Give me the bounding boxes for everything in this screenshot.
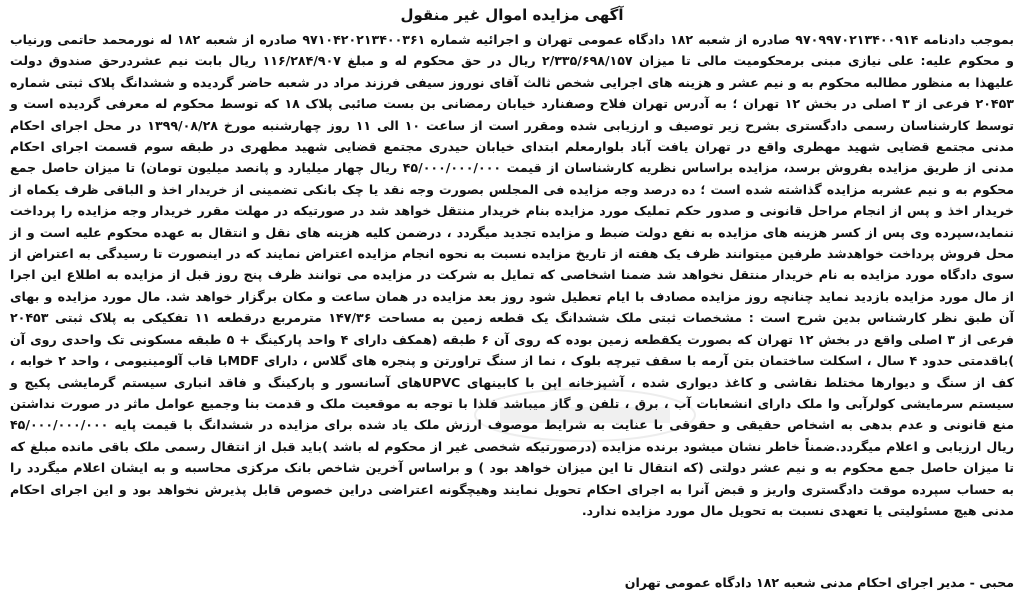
notice-title: آگهی مزایده اموال غیر منقول	[400, 6, 624, 24]
notice-body: بموجب دادنامه ۹۷۰۹۹۷۰۲۱۳۴۰۰۹۱۴ صادره از شعبه ۱۸۲ دادگاه عمومی تهران و اجرائیه شماره ۹۷۱۰۴۲۰۲۱۳۴۰۰۳۶۱ صادره از شعبه ۱۸۲ له نورمحمد حاتمی ورنیاب و محکوم علیه: علی نیازی مبنی برمحکومیت مالی تا میزان ۲/۳۳۵/۶۹۸/۱۵۷ ریال در حق محکوم له و مبلغ ۱۱۶/۲۸۴/۹۰۷ ریال بابت نیم عشردرحق صندوق دولت علیهذا به منظور مطالبه محکوم به و نیم عشر و هزینه های اجرایی شخص ثالث آقای نوروز سیفی فرزند مراد در شعبه حاضر گردیده و ششدانگ پلاک ثبتی شماره ۲۰۴۵۳ فرعی از ۳ اصلی در بخش ۱۲ تهران ؛ به آدرس تهران فلاح وصفنارد خیابان رمضانی بن بست صائبی پلاک ۱۸ که توسط محکوم له معرفی گردیده است و توسط کارشناسان رسمی دادگستری بشرح زیر توصیف و ارزیابی شده ومقرر است از ساعت ۱۰ الی ۱۱ روز چهارشنبه مورخ ۱۳۹۹/۰۸/۲۸ در محل اجرای احکام مدنی مجتمع قضایی شهید مهطری واقع در تهران یافت آباد بلوارمعلم ابتدای خیابان حیدری مجتمع قضایی شهید مطهری در طبقه سوم قسمت اجرای احکام مدنی از طریق مزایده بفروش برسد، مزایده براساس نظریه کارشناسان از قیمت ۴۵/۰۰۰/۰۰۰/۰۰۰ ریال چهار میلیارد و پانصد میلیون تومان) تا میزان حاصل جمع محکوم به و نیم عشربه مزایده گذاشته شده است ؛ ده درصد وجه مزایده فی المجلس بصورت وجه نقد یا چک بانکی تضمینی از خریدار اخذ و الباقی ظرف یکماه از خریدار اخذ و پس از انجام مراحل قانونی و صدور حکم تملیک مورد مزایده بنام خریدار منتقل خواهد شد در صورتیکه در مهلت مقرر خریدار وجه مزایده را پرداخت ننماید،سپرده وی پس از کسر هزینه های مزایده به نفع دولت ضبط و مزایده تجدید میگردد ، درضمن کلیه هزینه های نقل و انتقال به عهده محکوم علیه است و از محل فروش پرداخت خواهدشد طرفین میتوانند ظرف یک هفته از تاریخ مزایده نسبت به نحوه انجام مزایده اعتراض نمایند که در اینصورت تا رسیدگی به اعتراض از سوی دادگاه مورد مزایده به نام خریدار منتقل نخواهد شد ضمنا اشخاصی که تمایل به شرکت در مزایده می توانند ظرف پنج روز قبل از مزایده به اطلاع این اجرا از مال مورد مزایده بازدید نماید چنانچه روز مزایده مصادف با ایام تعطیل شود روز بعد مزایده در همان ساعت و مکان برگزار خواهد شد. مال مورد مزایده و بهای آن طبق نظر کارشناس بدین شرح است : مشخصات ثبتی ملک ششدانگ یک قطعه زمین به مساحت ۱۴۷/۳۶ مترمربع درقطعه ۱۱ تفکیکی به پلاک ثبتی ۲۰۴۵۳ فرعی از ۳ اصلی واقع در بخش ۱۲ تهران که بصورت یکقطعه زمین بوده که روی آن ۶ طبقه (همکف دارای ۴ واحد پارکینگ + ۵ طبقه مسکونی تک واحدی روی آن )باقدمتی حدود ۴ سال ، اسکلت ساختمان بتن آرمه با سقف تیرچه بلوک ، نما از سنگ تراورتن و پنجره های گلاس ، دارای MDFبا قاب آلومینیومی ، واحد ۲ خوابه ، کف از سنگ و دیوارها مختلط نقاشی و کاغذ دیواری شده ، آشپزخانه اپن با کابینهای UPVCهای آسانسور و پارکینگ و فاقد انباری سیستم گرمایشی پکیج و سیستم سرمایشی کولرآبی وا ملک دارای انشعابات آب ، برق ، تلفن و گاز میباشد فلذا با توجه به موقعیت ملک و قدمت بنا وجمیع عوامل ماثر در صورت نداشتن منع قانونی و عدم بدهی به اشخاص حقیقی و حقوقی با عنایت به شرایط موصوف ارزش ملک یاد شده برای مزایده در ششدانگ با قیمت پایه ۴۵/۰۰۰/۰۰۰/۰۰۰ ریال ارزیابی و اعلام میگردد.ضمناً خاطر نشان میشود برنده مزایده (درصورتیکه شخصی غیر از محکوم له باشد )باید قبل از انتقال رسمی ملک باقی مانده مبلغ که تا میزان حاصل جمع محکوم به و نیم عشر دولتی (که انتقال تا این میزان خواهد بود ) و براساس آخرین شاخص بانک مرکزی محاسبه و به ایشان اعلام میگردد را به حساب سپرده موقت دادگستری واریز و قبض آنرا به اجرای احکام تحویل نمایند وهیچگونه اعتراضی دراین خصوص قابل پذیرش نخواهد بود و این اجرای احکام مدنی هیچ مسئولیتی یا تعهدی نسبت به تحویل مال مورد مزایده ندارد.	[10, 32, 1015, 518]
notice-signature: محبی - مدیر اجرای احکام مدنی شعبه ۱۸۲ دادگاه عمومی تهران	[624, 575, 1014, 590]
